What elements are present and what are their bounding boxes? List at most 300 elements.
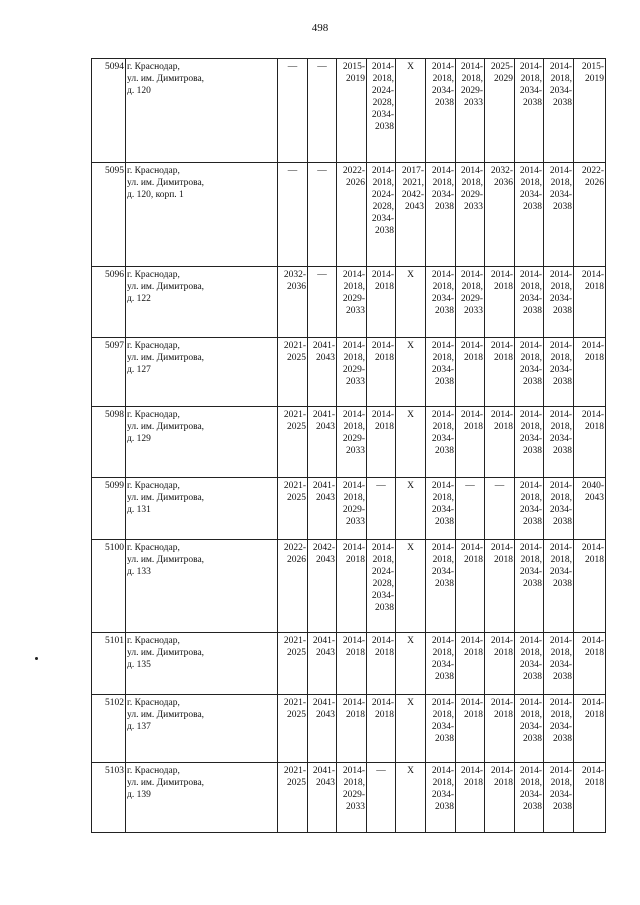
period-line: 2018, xyxy=(372,555,394,565)
work-period-cell xyxy=(426,763,456,833)
work-period-cell xyxy=(426,267,456,338)
period-line: 2014- xyxy=(431,270,454,280)
period-line: 2018 xyxy=(464,422,483,432)
table-row xyxy=(92,478,606,540)
work-period-cell xyxy=(456,695,485,763)
period-line: 2014- xyxy=(549,166,572,176)
period-line: 2014- xyxy=(460,270,483,280)
work-period-cell xyxy=(426,540,456,633)
period-line: X xyxy=(407,481,414,491)
period-line: 2038 xyxy=(553,202,572,212)
period-line: 2025 xyxy=(287,493,306,503)
work-period-cell xyxy=(574,59,606,163)
period-line: 2014- xyxy=(431,410,454,420)
work-period-cell xyxy=(367,695,396,763)
period-line: 2038 xyxy=(523,202,542,212)
work-period-cell xyxy=(367,163,396,267)
period-line: 2018, xyxy=(520,648,542,658)
period-line: 2014- xyxy=(519,543,542,553)
period-line: 2014- xyxy=(490,636,513,646)
period-line: 2038 xyxy=(553,579,572,589)
work-period-cell xyxy=(485,338,515,407)
work-period-cell xyxy=(515,267,544,338)
work-period-cell xyxy=(396,163,426,267)
period-line: 2014- xyxy=(342,410,365,420)
period-line: — xyxy=(376,766,386,776)
work-period-cell xyxy=(396,267,426,338)
work-period-cell xyxy=(308,267,337,338)
period-line: 2018, xyxy=(520,282,542,292)
address-line: ул. им. Димитрова, xyxy=(127,353,205,363)
period-line: 2014- xyxy=(371,166,394,176)
work-period-cell xyxy=(574,540,606,633)
table-row xyxy=(92,540,606,633)
address-line: г. Краснодар, xyxy=(127,698,180,708)
period-line: 2014- xyxy=(460,766,483,776)
period-line: X xyxy=(407,341,414,351)
period-line: 2038 xyxy=(435,734,454,744)
period-line: 2021- xyxy=(283,698,306,708)
period-line: 2038 xyxy=(435,306,454,316)
period-line: 2038 xyxy=(435,202,454,212)
work-period-cell xyxy=(308,59,337,163)
work-period-cell xyxy=(278,695,308,763)
period-line: 2021- xyxy=(283,410,306,420)
work-period-cell xyxy=(574,695,606,763)
period-line: — xyxy=(465,481,475,491)
period-line: 2022- xyxy=(342,166,365,176)
address-line: г. Краснодар, xyxy=(127,62,180,72)
period-line: 2029- xyxy=(342,505,365,515)
period-line: 2025 xyxy=(287,422,306,432)
work-period-cell xyxy=(515,163,544,267)
period-line: 2028, xyxy=(372,579,394,589)
period-line: 2014- xyxy=(549,62,572,72)
period-line: 2038 xyxy=(553,672,572,682)
period-line: 2018 xyxy=(464,778,483,788)
work-period-cell xyxy=(574,267,606,338)
period-line: 2014- xyxy=(431,166,454,176)
period-line: 2018 xyxy=(375,648,394,658)
period-line: 2014- xyxy=(519,270,542,280)
table-body xyxy=(92,59,606,833)
period-line: 2021- xyxy=(283,481,306,491)
period-line: 2014- xyxy=(342,698,365,708)
work-period-cell xyxy=(396,59,426,163)
period-line: 2042- xyxy=(312,543,335,553)
period-line: 2018, xyxy=(550,778,572,788)
work-period-cell xyxy=(515,540,544,633)
work-period-cell xyxy=(426,59,456,163)
address-cell xyxy=(126,478,278,540)
period-line: 2038 xyxy=(523,579,542,589)
work-period-cell xyxy=(337,540,367,633)
address-line: г. Краснодар, xyxy=(127,341,180,351)
period-line: 2029- xyxy=(342,434,365,444)
period-line: 2014- xyxy=(581,270,604,280)
address-line: ул. им. Димитрова, xyxy=(127,710,205,720)
period-line: 2014- xyxy=(431,543,454,553)
period-line: 2014- xyxy=(460,698,483,708)
period-line: 2018, xyxy=(461,282,483,292)
period-line: 2025- xyxy=(490,62,513,72)
period-line: 2026 xyxy=(585,178,604,188)
work-period-cell xyxy=(515,478,544,540)
period-line: 2025 xyxy=(287,353,306,363)
period-line: 2014- xyxy=(519,341,542,351)
work-period-cell xyxy=(456,163,485,267)
address-cell xyxy=(126,407,278,478)
address-line: д. 122 xyxy=(127,294,151,304)
period-line: 2036 xyxy=(494,178,513,188)
period-line: 2014- xyxy=(490,410,513,420)
work-period-cell xyxy=(308,763,337,833)
period-line: X xyxy=(407,766,414,776)
scan-artifact-dot xyxy=(35,657,38,660)
period-line: 2038 xyxy=(435,98,454,108)
period-line: 2038 xyxy=(523,377,542,387)
period-line: 2014- xyxy=(371,698,394,708)
period-line: 2034- xyxy=(431,660,454,670)
object-number-cell: 5097 xyxy=(92,338,126,407)
period-line: 2029- xyxy=(342,790,365,800)
period-line: 2018 xyxy=(494,648,513,658)
work-period-cell xyxy=(515,633,544,695)
work-period-cell xyxy=(485,267,515,338)
period-line: 2029- xyxy=(342,365,365,375)
period-line: 2026 xyxy=(287,555,306,565)
table-row xyxy=(92,59,606,163)
period-line: 2018, xyxy=(550,178,572,188)
period-line: 2024- xyxy=(371,86,394,96)
period-line: 2038 xyxy=(553,98,572,108)
period-line: 2019 xyxy=(585,74,604,84)
period-line: 2018, xyxy=(432,555,454,565)
period-line: 2019 xyxy=(346,74,365,84)
period-line: 2018 xyxy=(585,555,604,565)
period-line: 2043 xyxy=(316,778,335,788)
work-period-cell xyxy=(278,478,308,540)
period-line: 2018, xyxy=(372,178,394,188)
period-line: 2018, xyxy=(343,493,365,503)
period-line: 2018, xyxy=(550,710,572,720)
work-period-cell xyxy=(308,338,337,407)
work-period-cell xyxy=(337,695,367,763)
period-line: 2018 xyxy=(464,648,483,658)
work-period-cell xyxy=(426,695,456,763)
period-line: X xyxy=(407,270,414,280)
period-line: 2043 xyxy=(316,353,335,363)
address-line: ул. им. Димитрова, xyxy=(127,778,205,788)
table-row xyxy=(92,407,606,478)
period-line: 2014- xyxy=(549,341,572,351)
period-line: 2014- xyxy=(460,62,483,72)
period-line: 2032- xyxy=(490,166,513,176)
period-line: 2034- xyxy=(519,790,542,800)
work-period-cell xyxy=(544,407,574,478)
address-line: ул. им. Димитрова, xyxy=(127,282,205,292)
work-period-cell xyxy=(308,695,337,763)
period-line: 2018, xyxy=(432,353,454,363)
period-line: 2014- xyxy=(549,698,572,708)
period-line: 2018 xyxy=(494,555,513,565)
period-line: 2025 xyxy=(287,710,306,720)
period-line: 2014- xyxy=(460,341,483,351)
work-period-cell xyxy=(485,633,515,695)
period-line: 2014- xyxy=(581,341,604,351)
period-line: 2018, xyxy=(432,710,454,720)
table-row xyxy=(92,633,606,695)
period-line: 2014- xyxy=(371,543,394,553)
period-line: 2033 xyxy=(464,98,483,108)
period-line: 2033 xyxy=(346,446,365,456)
period-line: 2018 xyxy=(494,422,513,432)
period-line: 2014- xyxy=(431,62,454,72)
work-period-cell xyxy=(367,338,396,407)
work-period-cell xyxy=(337,338,367,407)
period-line: 2033 xyxy=(346,377,365,387)
work-period-cell xyxy=(515,695,544,763)
period-line: 2033 xyxy=(464,306,483,316)
table-row xyxy=(92,163,606,267)
period-line: 2034- xyxy=(549,722,572,732)
work-period-cell xyxy=(574,338,606,407)
period-line: 2014- xyxy=(431,636,454,646)
period-line: 2014- xyxy=(581,543,604,553)
period-line: 2034- xyxy=(431,190,454,200)
work-period-cell xyxy=(485,163,515,267)
period-line: 2017- xyxy=(401,166,424,176)
period-line: 2043 xyxy=(316,710,335,720)
work-period-cell xyxy=(367,540,396,633)
period-line: 2028, xyxy=(372,202,394,212)
period-line: 2015- xyxy=(581,62,604,72)
period-line: 2038 xyxy=(375,226,394,236)
work-period-cell xyxy=(337,163,367,267)
work-period-cell xyxy=(426,407,456,478)
period-line: 2034- xyxy=(519,294,542,304)
period-line: 2014- xyxy=(549,766,572,776)
period-line: 2014- xyxy=(519,636,542,646)
period-line: 2029- xyxy=(342,294,365,304)
address-cell xyxy=(126,59,278,163)
object-number-cell: 5102 xyxy=(92,695,126,763)
work-period-cell xyxy=(515,407,544,478)
period-line: 2034- xyxy=(549,86,572,96)
period-line: 2014- xyxy=(342,270,365,280)
table-row xyxy=(92,763,606,833)
work-period-cell xyxy=(544,59,574,163)
period-line: 2038 xyxy=(523,517,542,527)
address-line: ул. им. Димитрова, xyxy=(127,555,205,565)
period-line: 2014- xyxy=(342,543,365,553)
period-line: 2014- xyxy=(549,270,572,280)
period-line: — xyxy=(317,62,327,72)
address-line: д. 120, корп. 1 xyxy=(127,190,184,200)
period-line: 2034- xyxy=(549,567,572,577)
period-line: 2029- xyxy=(460,86,483,96)
period-line: 2018, xyxy=(432,74,454,84)
address-line: д. 120 xyxy=(127,86,151,96)
work-period-cell xyxy=(544,540,574,633)
object-number-cell: 5099 xyxy=(92,478,126,540)
work-period-cell xyxy=(337,763,367,833)
period-line: 2034- xyxy=(519,567,542,577)
period-line: 2033 xyxy=(464,202,483,212)
period-line: 2038 xyxy=(435,672,454,682)
work-period-cell xyxy=(308,633,337,695)
period-line: 2034- xyxy=(519,505,542,515)
period-line: 2036 xyxy=(287,282,306,292)
period-line: 2022- xyxy=(581,166,604,176)
period-line: 2018, xyxy=(432,778,454,788)
work-period-cell xyxy=(456,407,485,478)
table-row xyxy=(92,338,606,407)
work-period-cell xyxy=(337,407,367,478)
work-period-cell xyxy=(308,163,337,267)
period-line: 2018, xyxy=(550,422,572,432)
period-line: 2038 xyxy=(523,446,542,456)
work-period-cell xyxy=(337,478,367,540)
repair-schedule-table xyxy=(91,58,606,833)
period-line: 2018, xyxy=(432,178,454,188)
period-line: 2018, xyxy=(432,648,454,658)
period-line: 2018 xyxy=(375,422,394,432)
period-line: 2038 xyxy=(553,446,572,456)
period-line: 2043 xyxy=(585,493,604,503)
table-row xyxy=(92,695,606,763)
period-line: 2018, xyxy=(550,74,572,84)
period-line: 2014- xyxy=(431,766,454,776)
period-line: 2034- xyxy=(371,214,394,224)
period-line: 2041- xyxy=(312,341,335,351)
period-line: 2018, xyxy=(343,353,365,363)
work-period-cell xyxy=(426,633,456,695)
period-line: 2014- xyxy=(490,341,513,351)
period-line: 2034- xyxy=(519,722,542,732)
period-line: 2034- xyxy=(519,86,542,96)
address-line: д. 139 xyxy=(127,790,151,800)
period-line: — xyxy=(317,166,327,176)
period-line: 2021- xyxy=(283,341,306,351)
address-line: г. Краснодар, xyxy=(127,766,180,776)
period-line: 2029 xyxy=(494,74,513,84)
work-period-cell xyxy=(367,267,396,338)
period-line: 2014- xyxy=(581,698,604,708)
address-cell xyxy=(126,633,278,695)
address-cell xyxy=(126,267,278,338)
period-line: 2018 xyxy=(585,422,604,432)
work-period-cell xyxy=(456,478,485,540)
period-line: 2014- xyxy=(342,766,365,776)
work-period-cell xyxy=(337,633,367,695)
work-period-cell xyxy=(396,407,426,478)
period-line: 2014- xyxy=(371,636,394,646)
work-period-cell xyxy=(544,478,574,540)
period-line: 2041- xyxy=(312,766,335,776)
period-line: 2018 xyxy=(585,778,604,788)
period-line: 2041- xyxy=(312,481,335,491)
period-line: X xyxy=(407,62,414,72)
period-line: 2018, xyxy=(520,178,542,188)
work-period-cell xyxy=(456,540,485,633)
period-line: 2043 xyxy=(316,493,335,503)
object-number-cell: 5098 xyxy=(92,407,126,478)
period-line: 2034- xyxy=(519,190,542,200)
period-line: 2034- xyxy=(431,722,454,732)
period-line: 2038 xyxy=(435,802,454,812)
work-period-cell xyxy=(278,763,308,833)
work-period-cell xyxy=(574,163,606,267)
period-line: 2014- xyxy=(549,481,572,491)
period-line: 2018 xyxy=(464,353,483,363)
period-line: — xyxy=(317,270,327,280)
period-line: — xyxy=(494,481,505,491)
period-line: 2029- xyxy=(460,294,483,304)
period-line: 2018, xyxy=(550,493,572,503)
work-period-cell xyxy=(367,59,396,163)
period-line: 2018 xyxy=(375,353,394,363)
work-period-cell xyxy=(456,59,485,163)
work-period-cell xyxy=(485,59,515,163)
address-cell xyxy=(126,163,278,267)
period-line: 2018, xyxy=(343,422,365,432)
period-line: 2034- xyxy=(549,434,572,444)
object-number-cell: 5103 xyxy=(92,763,126,833)
period-line: 2029- xyxy=(460,190,483,200)
work-period-cell xyxy=(367,763,396,833)
address-line: г. Краснодар, xyxy=(127,166,180,176)
work-period-cell xyxy=(515,338,544,407)
period-line: 2018, xyxy=(343,778,365,788)
period-line: 2038 xyxy=(553,377,572,387)
address-cell xyxy=(126,763,278,833)
period-line: 2018, xyxy=(461,178,483,188)
work-period-cell xyxy=(367,407,396,478)
period-line: 2014- xyxy=(549,410,572,420)
work-period-cell xyxy=(278,59,308,163)
period-line: 2014- xyxy=(490,543,513,553)
period-line: 2014- xyxy=(519,62,542,72)
period-line: 2014- xyxy=(371,270,394,280)
period-line: 2026 xyxy=(346,178,365,188)
period-line: 2014- xyxy=(371,341,394,351)
period-line: 2034- xyxy=(519,365,542,375)
period-line: 2034- xyxy=(519,434,542,444)
work-period-cell xyxy=(485,407,515,478)
period-line: 2014- xyxy=(460,543,483,553)
period-line: 2021, xyxy=(402,178,424,188)
address-line: г. Краснодар, xyxy=(127,481,180,491)
period-line: 2018, xyxy=(520,555,542,565)
period-line: 2014- xyxy=(581,766,604,776)
period-line: 2034- xyxy=(549,505,572,515)
work-period-cell xyxy=(515,763,544,833)
period-line: 2038 xyxy=(435,517,454,527)
work-period-cell xyxy=(308,540,337,633)
period-line: 2018 xyxy=(585,710,604,720)
address-line: д. 131 xyxy=(127,505,151,515)
period-line: 2014- xyxy=(490,270,513,280)
work-period-cell xyxy=(337,59,367,163)
period-line: 2034- xyxy=(431,294,454,304)
period-line: 2034- xyxy=(431,434,454,444)
period-line: 2018, xyxy=(520,422,542,432)
period-line: 2014- xyxy=(581,636,604,646)
period-line: 2014- xyxy=(519,166,542,176)
work-period-cell xyxy=(278,338,308,407)
work-period-cell xyxy=(278,540,308,633)
